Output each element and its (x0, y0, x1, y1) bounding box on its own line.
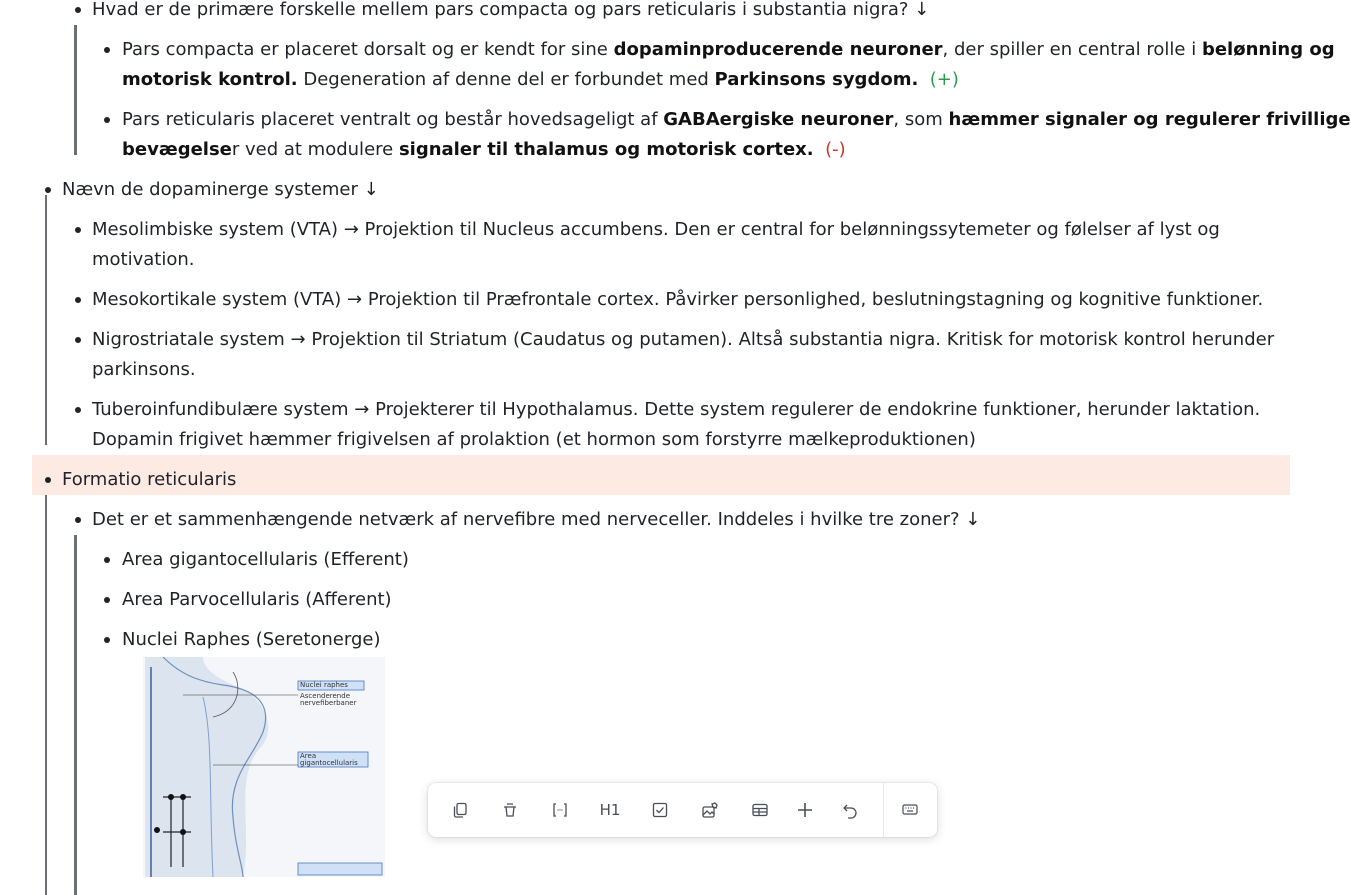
question-text: Hvad er de primære forskelle mellem pars compacta og pars reticularis i substantia nigra? (92, 0, 909, 20)
list-item-continuation: motivation. (92, 249, 195, 270)
toolbar-divider (883, 783, 884, 837)
text: r ved at modulere (231, 139, 399, 160)
image-label: Ascenderende (300, 692, 350, 700)
brainstem-diagram (143, 657, 385, 877)
list-item-highlighted[interactable] (0, 465, 1290, 495)
plus-icon[interactable] (791, 796, 819, 824)
list-item[interactable] (0, 285, 1290, 315)
text: Projekterer til Hypothalamus. Dette system regulerer de endokrine funktioner, herunder laktation. (375, 399, 1261, 420)
arrow-right-icon: → (346, 289, 363, 310)
text: , som (893, 109, 949, 130)
delete-icon[interactable] (496, 796, 524, 824)
bold-text: Parkinsons sygdom. (714, 69, 919, 90)
bullet (45, 187, 51, 193)
text: Tuberoinfundibulære system (92, 399, 349, 420)
keyboard-icon[interactable] (896, 796, 924, 824)
floating-toolbar (428, 783, 937, 837)
copy-icon[interactable] (446, 796, 474, 824)
bullet (75, 227, 81, 233)
bullet (104, 47, 110, 53)
text: Mesokortikale system (VTA) (92, 289, 342, 310)
arrow-right-icon: → (354, 399, 370, 420)
bullet (45, 477, 51, 483)
text: Projektion til Striatum (Caudatus og putamen). Altså substantia nigra. Kritisk for motorisk kontrol herunder (311, 329, 1275, 350)
list-item[interactable] (0, 105, 1351, 135)
list-item[interactable] (0, 585, 1290, 615)
table-icon[interactable] (746, 796, 774, 824)
list-item-continuation (122, 135, 846, 165)
text: Area Parvocellularis (Afferent) (122, 589, 392, 610)
bullet (104, 117, 110, 123)
text: Nigrostriatale system (92, 329, 285, 350)
arrow-down-icon[interactable]: ↓ (914, 0, 930, 20)
arrow-right-icon: → (343, 219, 359, 240)
list-item[interactable] (0, 395, 1290, 425)
image-label: Area (300, 752, 317, 760)
plus-marker: (+) (929, 69, 959, 90)
bullet (104, 597, 110, 603)
bold-text: motorisk kontrol. (122, 69, 298, 90)
question-text: Det er et sammenhængende netværk af nervefibre med nerveceller. Inddeles i hvilke tre zoner? (92, 509, 960, 530)
text: Pars compacta er placeret dorsalt og er kendt for sine (122, 39, 614, 60)
list-item[interactable] (0, 325, 1290, 355)
list-item[interactable] (0, 215, 1290, 245)
list-item-continuation: parkinsons. (92, 359, 196, 380)
text: Projektion til Præfrontale cortex. Påvirker personlighed, beslutningstagning og kognitive funktioner. (367, 289, 1264, 310)
list-item[interactable] (0, 505, 1290, 535)
bold-text: GABAergiske neuroner (663, 109, 894, 130)
bullet (75, 517, 81, 523)
image-label: Nuclei raphes (300, 681, 348, 689)
bullet (75, 7, 81, 13)
image-label: nervefiberbaner (300, 699, 357, 707)
item-title: Formatio reticularis (62, 469, 237, 490)
question-text: Nævn de dopaminerge systemer (62, 179, 358, 200)
text: Mesolimbiske system (VTA) (92, 219, 338, 240)
checkbox-icon[interactable] (646, 796, 674, 824)
text: Degeneration af denne del er forbundet med (297, 69, 715, 90)
list-item[interactable] (0, 545, 1290, 575)
brainstem-image[interactable] (143, 657, 385, 877)
arrow-right-icon: → (290, 329, 306, 350)
arrow-down-icon[interactable]: ↓ (363, 179, 379, 200)
text: , der spiller en central rolle i (942, 39, 1202, 60)
list-item[interactable] (0, 0, 1290, 25)
list-item[interactable] (0, 35, 1335, 65)
text: Projektion til Nucleus accumbens. Den er central for belønningssytemeter og følelser af lyst og (364, 219, 1220, 240)
text: Nuclei Raphes (Seretonerge) (122, 629, 381, 650)
code-icon[interactable] (546, 796, 574, 824)
heading-icon[interactable]: H1 (599, 801, 621, 819)
list-item[interactable] (0, 625, 1290, 655)
bold-text: belønning og (1201, 39, 1335, 60)
bullet (104, 637, 110, 643)
bullet (75, 297, 81, 303)
arrow-down-icon[interactable]: ↓ (965, 509, 981, 530)
image-edit-icon[interactable] (696, 796, 724, 824)
image-label: gigantocellularis (300, 759, 358, 767)
bold-text: dopaminproducerende neuroner (613, 39, 943, 60)
minus-marker: (-) (825, 139, 846, 160)
bullet (75, 337, 81, 343)
list-item-continuation (122, 65, 959, 95)
bullet (75, 407, 81, 413)
text: Area gigantocellularis (Efferent) (122, 549, 409, 570)
bold-text: hæmmer signaler og regulerer frivillige (948, 109, 1351, 130)
list-item[interactable] (0, 175, 1290, 205)
text: Pars reticularis placeret ventralt og består hovedsageligt af (122, 109, 664, 130)
bold-text: bevægelse (122, 139, 232, 160)
list-item-continuation: Dopamin frigivet hæmmer frigivelsen af prolaktion (et hormon som forstyrre mælkeproduktionen) (92, 429, 976, 450)
undo-icon[interactable] (836, 796, 864, 824)
bold-text: signaler til thalamus og motorisk cortex. (398, 139, 814, 160)
bullet (104, 557, 110, 563)
